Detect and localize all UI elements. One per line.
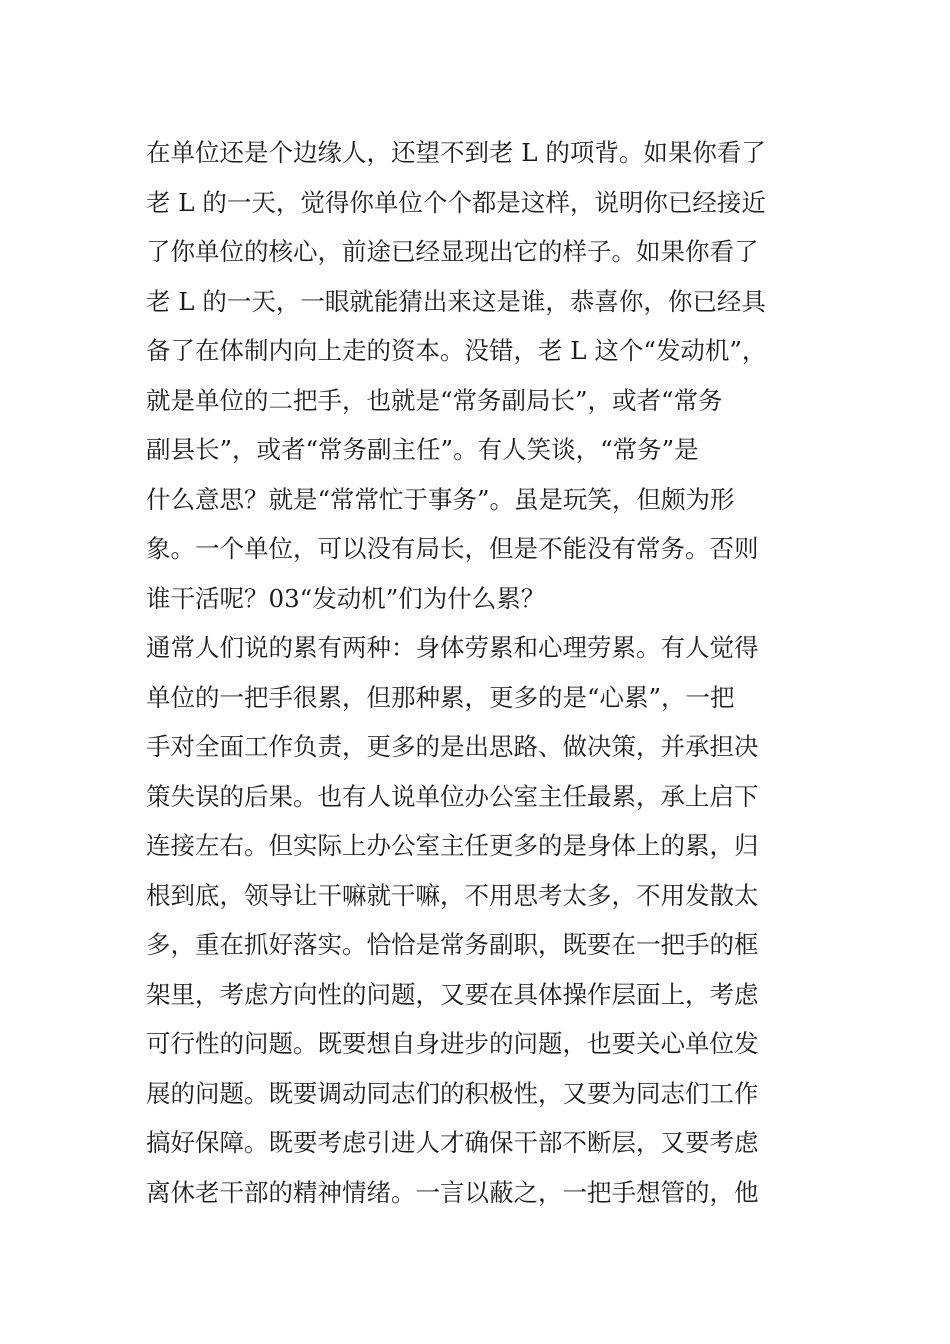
text-line: 可行性的问题。既要想自身进步的问题，也要关心单位发 — [146, 1029, 759, 1058]
document-body-text — [146, 128, 816, 1217]
text-line: 展的问题。既要调动同志们的积极性，又要为同志们工作 — [146, 1078, 759, 1108]
text-line: 了你单位的核心，前途已经显现出它的样子。如果你看了 — [146, 237, 759, 266]
text-line: 通常人们说的累有两种：身体劳累和心理劳累。有人觉得 — [146, 633, 759, 662]
text-line: 谁干活呢？03“发动机”们为什么累？ — [146, 583, 546, 613]
text-line: 单位的一把手很累，但那种累，更多的是“心累”，一把 — [146, 682, 735, 712]
text-line: 多，重在抓好落实。恰恰是常务副职，既要在一把手的框 — [146, 930, 759, 959]
text-line: 备了在体制内向上走的资本。没错，老 L 这个“发动机”， — [146, 336, 767, 365]
text-line: 就是单位的二把手，也就是“常务副局长”，或者“常务 — [146, 385, 723, 415]
text-line: 搞好保障。既要考虑引进人才确保干部不断层，又要考虑 — [146, 1128, 759, 1157]
text-line: 根到底，领导让干嘛就干嘛，不用思考太多，不用发散太 — [146, 880, 759, 910]
text-line: 老 L 的一天，一眼就能猜出来这是谁，恭喜你，你已经具 — [146, 286, 766, 316]
text-line: 连接左右。但实际上办公室主任更多的是身体上的累，归 — [146, 831, 759, 860]
text-line: 什么意思？就是“常常忙于事务”。虽是玩笑，但颇为形 — [146, 484, 735, 514]
text-line: 副县长”，或者“常务副主任”。有人笑谈，“常务”是 — [146, 435, 699, 464]
text-line: 离休老干部的精神情绪。一言以蔽之，一把手想管的，他 — [146, 1177, 759, 1207]
text-line: 象。一个单位，可以没有局长，但是不能没有常务。否则 — [146, 534, 759, 563]
text-line: 在单位还是个边缘人，还望不到老 L 的项背。如果你看了 — [146, 138, 766, 167]
text-line: 策失误的后果。也有人说单位办公室主任最累，承上启下 — [146, 781, 759, 811]
text-line: 手对全面工作负责，更多的是出思路、做决策，并承担决 — [146, 732, 759, 761]
text-line: 老 L 的一天，觉得你单位个个都是这样，说明你已经接近 — [146, 187, 766, 217]
text-line: 架里，考虑方向性的问题，又要在具体操作层面上，考虑 — [146, 979, 759, 1009]
